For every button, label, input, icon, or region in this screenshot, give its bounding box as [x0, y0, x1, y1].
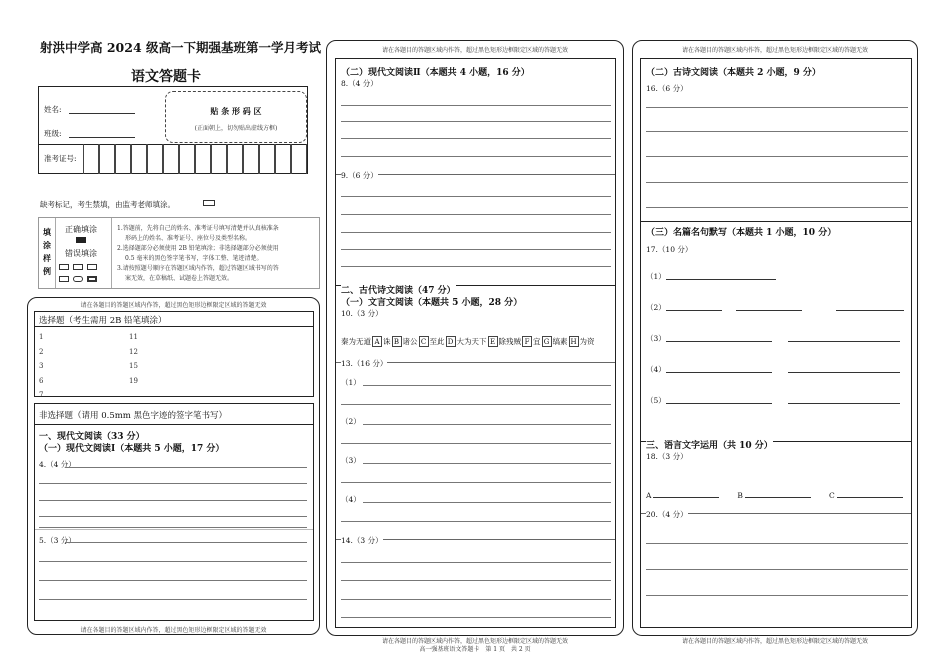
q13-item-label: （2） — [341, 417, 361, 426]
class-label: 班级: — [44, 129, 62, 138]
q10-text-segment: 缟素 — [552, 337, 568, 346]
instruction-line: 形码上的姓名、准考证号、座位号及类型名称。 — [125, 235, 252, 242]
q13-label: 13.（16 分） — [341, 359, 388, 368]
answer-line[interactable] — [341, 521, 611, 522]
q17-label: 17.（10 分） — [646, 245, 693, 254]
answer-line[interactable] — [341, 404, 611, 405]
exam-number-cell[interactable] — [259, 144, 275, 174]
column-3-answer-area — [640, 58, 912, 628]
column-2-answer-area — [335, 58, 616, 628]
q10-label: 10.（3 分） — [341, 309, 383, 318]
answer-line[interactable] — [736, 310, 802, 311]
q8-label: 8.（4 分） — [341, 79, 378, 88]
section-1-title: 一、现代文阅读（33 分） — [39, 432, 145, 442]
q10-text-segment: 为资 — [579, 337, 595, 346]
exam-number-cell[interactable] — [163, 144, 179, 174]
q10-text-segment: 大为天下 — [456, 337, 487, 346]
q17-item-label: （2） — [646, 303, 666, 312]
barcode-note: (正面朝上，切勿贴出虚线方框) — [194, 125, 278, 132]
page-footer: 高一强基班语文答题卡 第 1 页 共 2 页 — [419, 646, 531, 653]
q10-text-segment: 秦为无道 — [341, 337, 371, 346]
answer-line[interactable] — [666, 372, 772, 373]
q10-text-segment: 诸公 — [402, 337, 418, 346]
exam-number-cell[interactable] — [147, 144, 163, 174]
exam-number-cell[interactable] — [243, 144, 259, 174]
answer-line[interactable] — [363, 385, 611, 386]
class-field[interactable] — [69, 137, 135, 138]
exam-number-cell[interactable] — [211, 144, 227, 174]
answer-line[interactable] — [666, 310, 722, 311]
correct-fill-sample — [76, 237, 86, 243]
q10-letter-box[interactable]: F — [522, 336, 532, 347]
q18-options — [646, 483, 921, 502]
q18-option-label: A — [646, 491, 652, 500]
fill-sample-label: 填涂样例 — [43, 227, 51, 276]
instruction-line: 1.答题前，先将自己的姓名、准考证号填写清楚并认真核准条 — [117, 225, 279, 232]
q18-answer-blank[interactable] — [653, 490, 719, 498]
choice-question-number[interactable]: 3 — [39, 362, 44, 370]
q10-text-segment: 除残贼 — [498, 337, 521, 346]
q5-label: 5.（3 分） — [39, 536, 76, 545]
notice-bottom-col2: 请在各题目的答题区域内作答，超过黑色矩形边框限定区域的答题无效 — [381, 638, 568, 645]
instruction-line: 0.5 毫米的黑色签字笔书写，字体工整、笔迹清楚。 — [125, 255, 263, 262]
choice-question-number[interactable]: 15 — [129, 362, 138, 370]
notice-bottom-col3: 请在各题目的答题区域内作答，超过黑色矩形边框限定区域的答题无效 — [681, 638, 868, 645]
absent-mark-box[interactable] — [203, 200, 215, 206]
q17-item-label: （3） — [646, 334, 666, 343]
notice-top-col1: 请在各题目的答题区域内作答，超过黑色矩形边框限定区域的答题无效 — [80, 302, 267, 309]
choice-section — [34, 311, 314, 397]
exam-number-cell[interactable] — [131, 144, 147, 174]
answer-line[interactable] — [666, 279, 776, 280]
section-2-title: 二、古代诗文阅读（47 分） — [341, 283, 456, 296]
q17-item-label: （5） — [646, 396, 666, 405]
wrong-fill-samples — [59, 264, 97, 272]
instruction-line: 案无效，在草稿纸、试题卷上答题无效。 — [125, 275, 234, 282]
q17-item-label: （4） — [646, 365, 666, 374]
nonchoice-section — [34, 403, 314, 621]
q10-letter-box[interactable]: E — [488, 336, 498, 347]
q20-label: 20.（4 分） — [646, 510, 688, 519]
answer-line[interactable] — [788, 403, 900, 404]
exam-no-label: 准考证号: — [44, 154, 77, 163]
q10-letter-box[interactable]: D — [446, 336, 456, 347]
q10-letter-box[interactable]: H — [570, 338, 577, 346]
q10-letter-box[interactable]: G — [542, 336, 552, 347]
q18-answer-blank[interactable] — [837, 490, 903, 498]
q18-label: 18.（3 分） — [646, 452, 688, 461]
barcode-area — [165, 91, 307, 143]
answer-line[interactable] — [666, 341, 772, 342]
section-poem-title: （二）古诗文阅读（本题共 2 小题，9 分） — [646, 68, 821, 78]
q13-item-label: （3） — [341, 456, 361, 465]
name-label: 姓名: — [44, 105, 62, 114]
section-1b-title: （二）现代文阅读Ⅱ（本题共 4 小题，16 分） — [341, 68, 530, 78]
exam-number-cell[interactable] — [83, 144, 99, 174]
wrong-fill-label: 错误填涂 — [65, 249, 97, 258]
choice-right-column — [129, 330, 138, 388]
name-field[interactable] — [69, 113, 135, 114]
nonchoice-title: 非选择题（请用 0.5mm 黑色字迹的签字笔书写） — [39, 411, 228, 421]
exam-number-cell[interactable] — [291, 144, 307, 174]
q18-answer-blank[interactable] — [745, 490, 811, 498]
q16-label: 16.（6 分） — [646, 84, 688, 93]
instructions — [117, 224, 317, 284]
choice-question-number[interactable]: 6 — [39, 376, 44, 385]
section-3-title: 三、语言文字运用（共 10 分） — [646, 438, 773, 451]
q13-item-label: （1） — [341, 378, 361, 387]
answer-sheet-title: 语文答题卡 — [131, 69, 201, 85]
q17-item-label: （1） — [646, 272, 666, 281]
answer-line[interactable] — [363, 424, 611, 425]
answer-line[interactable] — [788, 341, 900, 342]
exam-number-cell[interactable] — [227, 144, 243, 174]
q10-letter-box[interactable]: C — [419, 336, 429, 347]
answer-line[interactable] — [363, 463, 611, 464]
choice-title: 选择题（考生需用 2B 铅笔填涂） — [39, 316, 167, 326]
choice-question-number[interactable]: 1 — [39, 333, 44, 341]
exam-title: 射洪中学高 2024 级高一下期强基班第一学月考试 — [40, 40, 321, 55]
exam-number-cell[interactable] — [275, 144, 291, 174]
q18-option-label: B — [737, 491, 743, 500]
barcode-title: 贴 条 形 码 区 — [210, 106, 262, 116]
q18-option-label: C — [828, 491, 835, 500]
fill-sample-box — [38, 217, 320, 289]
choice-question-number[interactable]: 11 — [129, 333, 138, 341]
q10-letter-box[interactable]: B — [392, 336, 402, 347]
choice-question-number[interactable]: 2 — [39, 347, 44, 356]
answer-line[interactable] — [363, 502, 611, 503]
q10-text-segment: 至此 — [429, 337, 445, 346]
choice-left-column — [39, 330, 43, 403]
instruction-line: 2.选择题部分必须使用 2B 铅笔填涂；非选择题部分必须使用 — [117, 245, 279, 252]
notice-top-col3: 请在各题目的答题区域内作答，超过黑色矩形边框限定区域的答题无效 — [681, 47, 868, 54]
q14-label: 14.（3 分） — [341, 536, 383, 545]
correct-fill-label: 正确填涂 — [65, 225, 97, 234]
notice-top-col2: 请在各题目的答题区域内作答，超过黑色矩形边框限定区域的答题无效 — [381, 47, 568, 54]
instruction-line: 3.请按照题号顺序在答题区域内作答，超过答题区域书写的答 — [117, 265, 279, 272]
q10-letter-box[interactable]: A — [372, 336, 382, 347]
q13-item-label: （4） — [341, 495, 361, 504]
answer-line[interactable] — [341, 443, 611, 444]
answer-line[interactable] — [788, 372, 900, 373]
q4-label: 4.（4 分） — [39, 460, 76, 469]
exam-number-cell[interactable] — [99, 144, 115, 174]
answer-line[interactable] — [836, 310, 904, 311]
absent-label: 缺考标记，考生禁填，由监考老师填涂。 — [40, 200, 175, 209]
q10-text-segment: 宜 — [533, 337, 541, 346]
section-1a-title: （一）现代文阅读Ⅰ（本题共 5 小题，17 分） — [39, 444, 225, 454]
notice-bottom-col1: 请在各题目的答题区域内作答，超过黑色矩形边框限定区域的答题无效 — [80, 627, 267, 634]
choice-question-number[interactable]: 19 — [129, 376, 138, 385]
answer-line[interactable] — [341, 482, 611, 483]
choice-question-number[interactable]: 12 — [129, 347, 138, 356]
choice-question-number[interactable]: 7 — [39, 391, 44, 399]
exam-number-cell[interactable] — [195, 144, 211, 174]
student-info-box — [38, 86, 308, 174]
exam-number-cell[interactable] — [115, 144, 131, 174]
exam-number-grid[interactable] — [83, 144, 307, 174]
q10-text-segment: 诛 — [383, 337, 391, 346]
section-2a-title: （一）文言文阅读（本题共 5 小题，28 分） — [341, 298, 523, 308]
section-recite-title: （三）名篇名句默写（本题共 1 小题，10 分） — [646, 228, 837, 238]
exam-number-cell[interactable] — [179, 144, 195, 174]
q9-label: 9.（6 分） — [341, 171, 378, 180]
q10-sentence — [341, 329, 595, 348]
answer-line[interactable] — [666, 403, 772, 404]
